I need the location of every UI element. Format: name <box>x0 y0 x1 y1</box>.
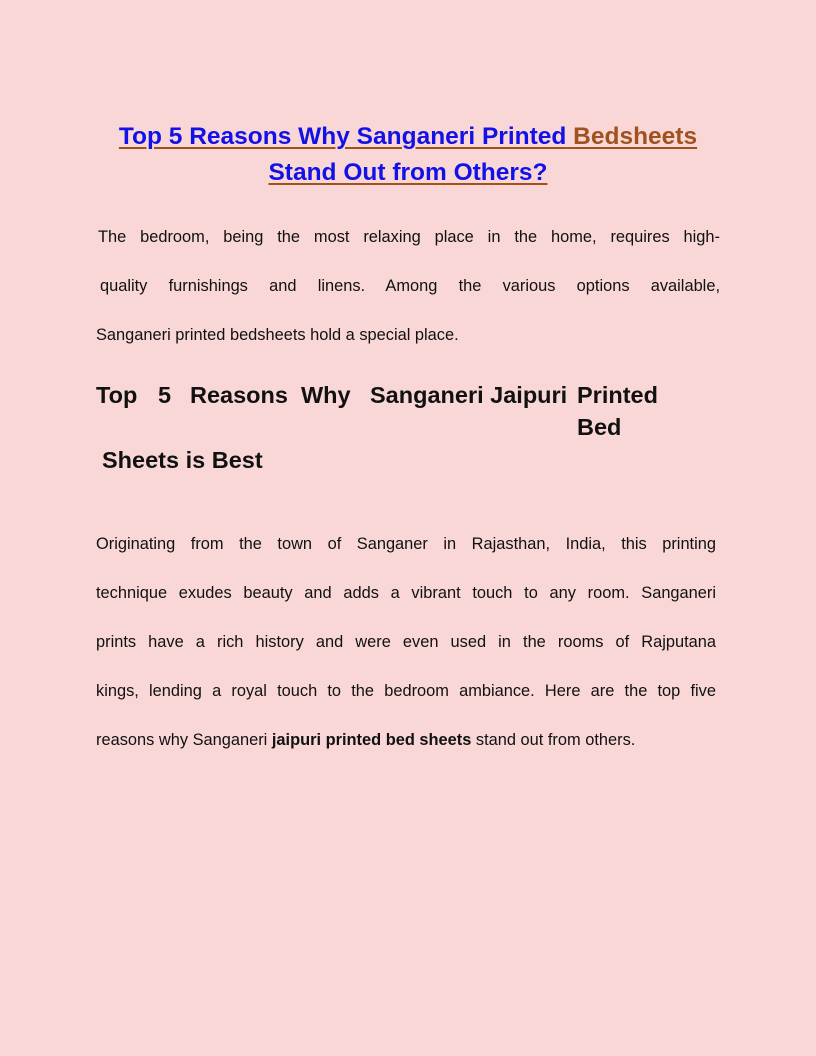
heading-word: Bed <box>577 414 622 440</box>
body-paragraph <box>96 520 716 765</box>
intro-line: Sanganeri printed bedsheets hold a special place. <box>96 326 459 344</box>
heading-word: 5 <box>158 382 172 408</box>
heading-word: Sheets is Best <box>102 447 263 473</box>
body-text: reasons why Sanganeri <box>96 731 272 749</box>
heading-word: Reasons <box>190 382 288 408</box>
document-title <box>96 119 720 191</box>
intro-line: quality furnishings and linens. Among the various options available, <box>100 277 720 295</box>
body-line: Originating from the town of Sanganer in Rajasthan, India, this printing <box>96 535 716 553</box>
intro-line: The bedroom, being the most relaxing place in the home, requires high- <box>98 228 720 246</box>
heading-right-column <box>577 379 677 443</box>
title-link-bedsheets[interactable]: Bedsheets <box>573 123 698 150</box>
section-heading <box>96 379 696 473</box>
intro-paragraph <box>96 213 720 360</box>
body-text: stand out from others. <box>471 731 636 749</box>
body-line: technique exudes beauty and adds a vibrant touch to any room. Sanganeri <box>96 584 716 602</box>
body-line-last <box>96 716 716 765</box>
heading-word: Top <box>96 382 138 408</box>
heading-word: Printed <box>577 382 658 408</box>
body-line: kings, lending a royal touch to the bedroom ambiance. Here are the top five <box>96 682 716 700</box>
body-line: prints have a rich history and were even used in the rooms of Rajputana <box>96 633 716 651</box>
title-link-part-2[interactable]: Stand Out from Others? <box>268 159 548 186</box>
heading-word: Why <box>301 382 351 408</box>
heading-word: Sanganeri Jaipuri <box>370 382 568 408</box>
body-bold-keyword: jaipuri printed bed sheets <box>271 731 472 749</box>
title-link-part-1[interactable]: Top 5 Reasons Why Sanganeri Printed <box>118 123 567 150</box>
